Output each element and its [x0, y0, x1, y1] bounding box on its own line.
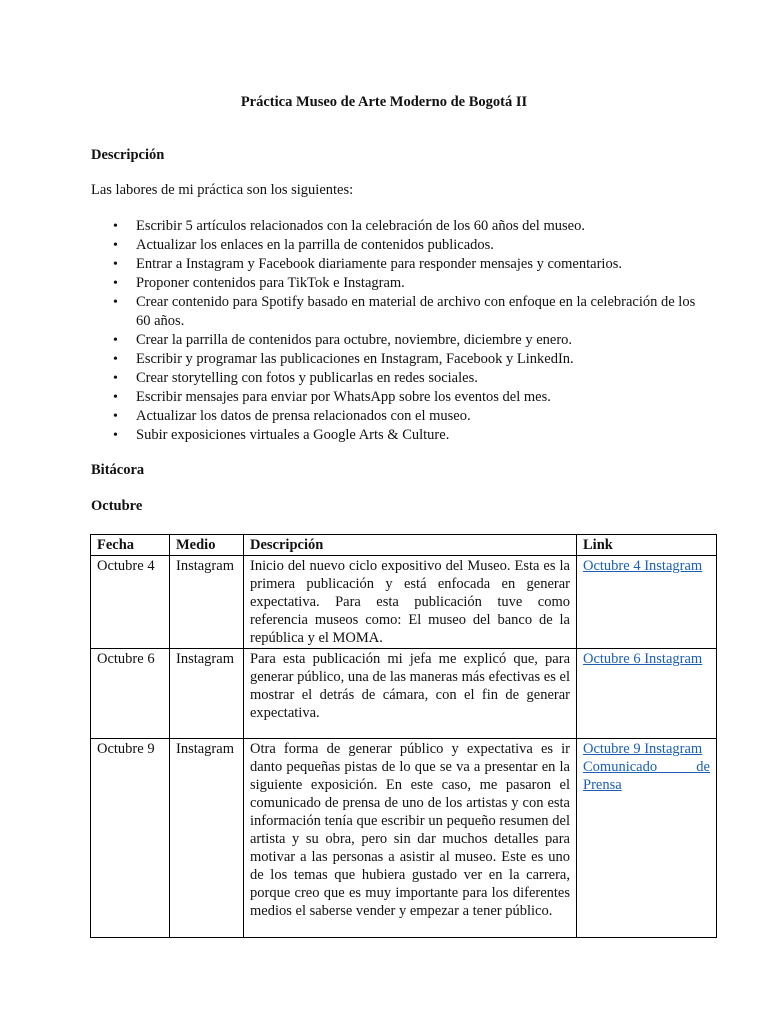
list-item: • Entrar a Instagram y Facebook diariamente para responder mensajes y comentarios.	[0, 255, 696, 274]
list-item: • Escribir y programar las publicaciones en Instagram, Facebook y LinkedIn.	[0, 350, 696, 369]
table-row	[91, 556, 717, 649]
list-item: • Crear contenido para Spotify basado en material de archivo con enfoque en la celebración de los 60 años.	[0, 293, 696, 331]
header-medio: Medio	[170, 535, 244, 556]
table-row	[91, 649, 717, 739]
list-item: • Actualizar los enlaces en la parrilla de contenidos publicados.	[0, 236, 696, 255]
list-item: • Escribir mensajes para enviar por WhatsApp sobre los eventos del mes.	[0, 388, 696, 407]
link-octubre-6-instagram[interactable]: Octubre 6 Instagram	[583, 651, 703, 667]
month-heading: Octubre	[91, 498, 143, 514]
table-header-row	[91, 535, 717, 556]
link-octubre-4-instagram[interactable]: Octubre 4 Instagram	[583, 558, 703, 574]
cell-link	[577, 556, 717, 649]
link-octubre-9-instagram[interactable]: Octubre 9 Instagram	[583, 741, 703, 757]
cell-fecha: Octubre 9	[91, 739, 170, 938]
cell-fecha: Octubre 6	[91, 649, 170, 739]
cell-medio: Instagram	[170, 739, 244, 938]
cell-descripcion: Inicio del nuevo ciclo expositivo del Museo. Esta es la primera publicación y está enfocada en generar expectativa. Para esta publicación tuve como referencia museos como: El museo del banco de la república y el MOMA.	[244, 556, 577, 649]
list-item: • Proponer contenidos para TikTok e Instagram.	[0, 274, 696, 293]
cell-medio: Instagram	[170, 556, 244, 649]
header-fecha: Fecha	[91, 535, 170, 556]
header-descripcion: Descripción	[244, 535, 577, 556]
header-link: Link	[577, 535, 717, 556]
description-heading: Descripción	[91, 147, 165, 163]
intro-paragraph: Las labores de mi práctica son los siguientes:	[91, 182, 354, 198]
table-row	[91, 739, 717, 938]
cell-link	[577, 739, 717, 938]
list-item: • Crear storytelling con fotos y publicarlas en redes sociales.	[0, 369, 696, 388]
cell-link	[577, 649, 717, 739]
list-item: • Crear la parrilla de contenidos para octubre, noviembre, diciembre y enero.	[0, 331, 696, 350]
cell-fecha: Octubre 4	[91, 556, 170, 649]
list-item: • Actualizar los datos de prensa relacionados con el museo.	[0, 407, 696, 426]
link-comunicado-de-prensa[interactable]: Comunicado de Prensa	[583, 759, 710, 793]
task-list	[0, 217, 696, 445]
list-item: • Escribir 5 artículos relacionados con la celebración de los 60 años del museo.	[0, 217, 696, 236]
cell-medio: Instagram	[170, 649, 244, 739]
cell-descripcion: Otra forma de generar público y expectativa es ir danto pequeñas pistas de lo que se va a presentar en la siguiente exposición. En este caso, me pasaron el comunicado de prensa de uno de los artistas y con esta información tenía que escribir un pequeño resumen del artista y su obra, pero sin dar muchos detalles para motivar a las personas a asistir al museo. Este es uno de los temas que hubiera gustado ver en la carrera, porque creo que es muy importante para los diferentes medios el saberse vender y empezar a tener público.	[244, 739, 577, 938]
log-table	[90, 534, 717, 938]
list-item: • Subir exposiciones virtuales a Google Arts & Culture.	[0, 426, 696, 445]
cell-descripcion: Para esta publicación mi jefa me explicó que, para generar público, una de las maneras más efectivas es el mostrar el detrás de cámara, con el fin de generar expectativa.	[244, 649, 577, 739]
log-heading: Bitácora	[91, 462, 145, 478]
page-title: Práctica Museo de Arte Moderno de Bogotá II	[240, 94, 528, 110]
